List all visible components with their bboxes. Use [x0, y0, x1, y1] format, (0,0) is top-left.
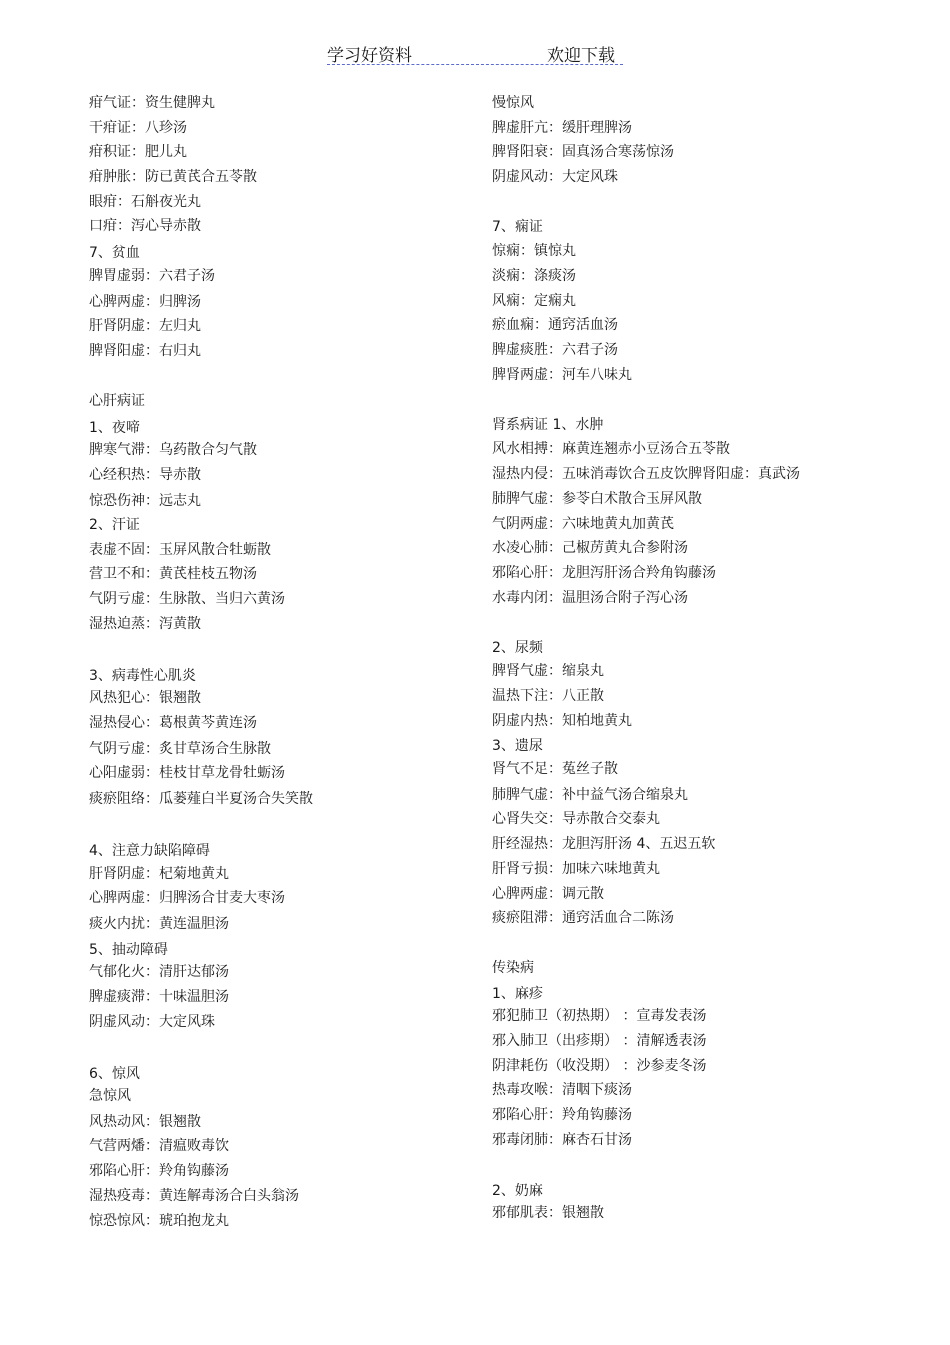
text-line: 脾肾两虚：河车八味丸	[492, 367, 632, 383]
text-line: 气郁化火：清肝达郁汤	[89, 964, 229, 980]
text-line: 3、遗尿	[492, 738, 543, 754]
text-line: 水毒内闭：温胆汤合附子泻心汤	[492, 590, 688, 606]
text-line: 邪陷心肝：羚角钩藤汤	[89, 1163, 229, 1179]
right-column	[492, 91, 932, 1221]
text-line: 4、注意力缺陷障碍	[89, 843, 210, 859]
text-line: 1、夜啼	[89, 420, 140, 436]
text-line: 脾肾阳虚：右归丸	[89, 343, 201, 359]
text-line: 瘀血痫：通窍活血汤	[492, 317, 618, 333]
blank-line	[492, 194, 932, 210]
text-line: 脾肾阳衰：固真汤合寒荡惊汤	[492, 144, 674, 160]
text-line: 2、尿频	[492, 640, 543, 656]
text-line: 5、抽动障碍	[89, 942, 168, 958]
text-line: 邪郁肌表：银翘散	[492, 1205, 604, 1221]
text-line: 营卫不和：黄芪桂枝五物汤	[89, 566, 257, 582]
text-line: 肝肾阴虚：杞菊地黄丸	[89, 866, 229, 882]
text-line: 慢惊风	[492, 95, 534, 111]
header-left-text: 学习好资料	[327, 46, 412, 66]
text-line: 2、奶麻	[492, 1183, 543, 1199]
page-header	[327, 40, 623, 65]
text-line: 水凌心肺：己椒苈黄丸合参附汤	[492, 540, 688, 556]
text-line: 6、惊风	[89, 1066, 140, 1082]
blank-line	[89, 642, 469, 658]
text-line: 疳积证：肥儿丸	[89, 144, 187, 160]
text-line: 肝肾亏损：加味六味地黄丸	[492, 861, 660, 877]
text-line: 肝经湿热：龙胆泻肝汤 4、五迟五软	[492, 836, 716, 852]
blank-line	[492, 392, 932, 408]
text-line: 脾虚痰滞：十味温胆汤	[89, 989, 229, 1005]
text-line: 心脾两虚：归脾汤合甘麦大枣汤	[89, 890, 285, 906]
text-line: 痰火内扰：黄连温胆汤	[89, 916, 229, 932]
text-line: 湿热疫毒：黄连解毒汤合白头翁汤	[89, 1188, 299, 1204]
text-line: 阴津耗伤（收没期） ：沙参麦冬汤	[492, 1058, 707, 1074]
text-line: 脾寒气滞：乌药散合匀气散	[89, 442, 257, 458]
text-line: 肺脾气虚：补中益气汤合缩泉丸	[492, 787, 688, 803]
text-line: 气阴亏虚：生脉散、当归六黄汤	[89, 591, 285, 607]
blank-line	[89, 368, 469, 384]
text-line: 气营两燔：清瘟败毒饮	[89, 1138, 229, 1154]
text-line: 心肝病证	[89, 393, 145, 409]
blank-line	[492, 935, 932, 951]
text-line: 温热下注：八正散	[492, 688, 604, 704]
text-line: 7、痫证	[492, 219, 543, 235]
text-line: 急惊风	[89, 1088, 131, 1104]
text-line: 痰瘀阻络：瓜蒌薤白半夏汤合失笑散	[89, 791, 313, 807]
text-line: 热毒攻喉：清咽下痰汤	[492, 1082, 632, 1098]
text-line: 心肾失交：导赤散合交泰丸	[492, 811, 660, 827]
text-line: 眼疳：石斛夜光丸	[89, 194, 201, 210]
text-line: 惊恐惊风：琥珀抱龙丸	[89, 1213, 229, 1229]
text-line: 脾肾气虚：缩泉丸	[492, 663, 604, 679]
text-line: 肾气不足：菟丝子散	[492, 761, 618, 777]
text-line: 表虚不固：玉屏风散合牡蛎散	[89, 542, 271, 558]
text-line: 风热动风：银翘散	[89, 1114, 201, 1130]
text-line: 阴虚内热：知柏地黄丸	[492, 713, 632, 729]
text-line: 疳气证：资生健脾丸	[89, 95, 215, 111]
header-right-text: 欢迎下载	[547, 46, 615, 66]
text-line: 脾虚痰胜：六君子汤	[492, 342, 618, 358]
text-line: 风痫：定痫丸	[492, 293, 576, 309]
text-line: 口疳：泻心导赤散	[89, 218, 201, 234]
blank-line	[492, 1158, 932, 1174]
text-line: 气阴两虚：六味地黄丸加黄芪	[492, 516, 674, 532]
text-line: 湿热迫蒸：泻黄散	[89, 616, 201, 632]
text-line: 湿热内侵：五味消毒饮合五皮饮脾肾阳虚：真武汤	[492, 466, 800, 482]
text-line: 干疳证：八珍汤	[89, 120, 187, 136]
text-line: 心经积热：导赤散	[89, 467, 201, 483]
text-line: 2、汗证	[89, 517, 140, 533]
text-line: 邪犯肺卫（初热期） ：宣毒发表汤	[492, 1008, 707, 1024]
text-line: 肝肾阴虚：左归丸	[89, 318, 201, 334]
text-line: 惊恐伤神：远志丸	[89, 493, 201, 509]
text-line: 风水相搏：麻黄连翘赤小豆汤合五苓散	[492, 441, 730, 457]
blank-line	[492, 615, 932, 631]
text-line: 心脾两虚：归脾汤	[89, 294, 201, 310]
text-line: 心脾两虚：调元散	[492, 886, 604, 902]
text-line: 阴虚风动：大定风珠	[492, 169, 618, 185]
text-line: 心阳虚弱：桂枝甘草龙骨牡蛎汤	[89, 765, 285, 781]
text-line: 湿热侵心：葛根黄芩黄连汤	[89, 715, 257, 731]
text-line: 传染病	[492, 960, 534, 976]
text-line: 脾胃虚弱：六君子汤	[89, 268, 215, 284]
text-line: 肺脾气虚：参苓白术散合玉屏风散	[492, 491, 702, 507]
left-column	[89, 91, 469, 1229]
text-line: 邪陷心肝：龙胆泻肝汤合羚角钩藤汤	[492, 565, 716, 581]
text-line: 淡痫：涤痰汤	[492, 268, 576, 284]
text-line: 邪陷心肝：羚角钩藤汤	[492, 1107, 632, 1123]
text-line: 阴虚风动：大定风珠	[89, 1014, 215, 1030]
text-line: 邪入肺卫（出疹期） ：清解透表汤	[492, 1033, 707, 1049]
text-line: 惊痫：镇惊丸	[492, 243, 576, 259]
text-line: 邪毒闭肺：麻杏石甘汤	[492, 1132, 632, 1148]
text-line: 肾系病证 1、水肿	[492, 417, 604, 433]
text-line: 3、病毒性心肌炎	[89, 668, 196, 684]
text-line: 疳肿胀：防已黄芪合五苓散	[89, 169, 257, 185]
text-line: 风热犯心：银翘散	[89, 690, 201, 706]
text-line: 脾虚肝亢：缓肝理脾汤	[492, 120, 632, 136]
text-line: 气阴亏虚：炙甘草汤合生脉散	[89, 741, 271, 757]
text-line: 痰瘀阻滞：通窍活血合二陈汤	[492, 910, 674, 926]
text-line: 7、贫血	[89, 245, 140, 261]
blank-line	[89, 1040, 469, 1056]
text-line: 1、麻疹	[492, 986, 543, 1002]
blank-line	[89, 817, 469, 833]
